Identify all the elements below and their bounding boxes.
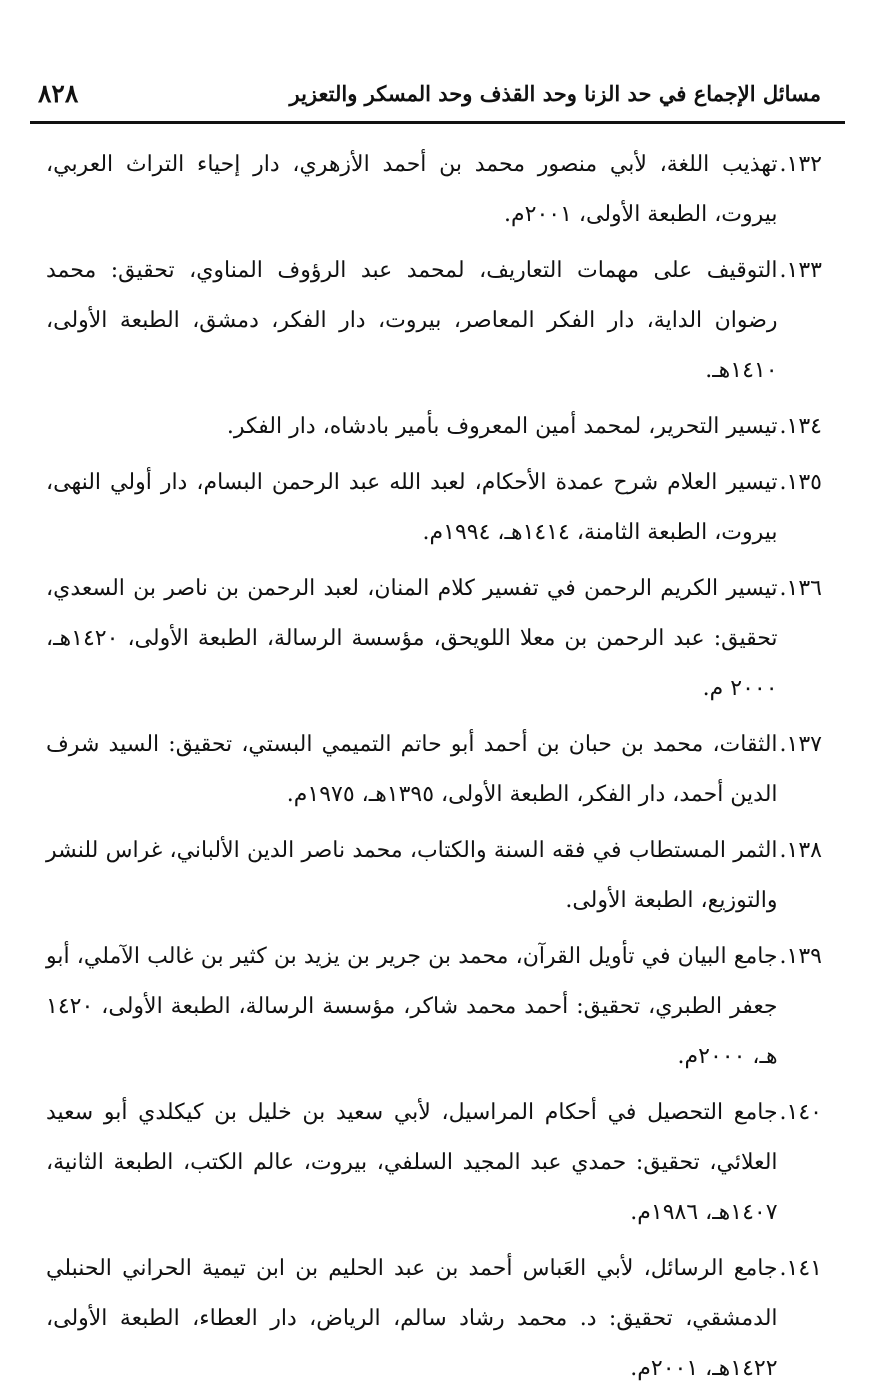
bibliography-entry <box>46 826 822 926</box>
entry-number: ١٣٢. <box>779 152 822 177</box>
entry-number: ١٤١. <box>779 1256 822 1281</box>
entry-number: ١٣٤. <box>779 414 822 439</box>
entry-text: تيسير الكريم الرحمن في تفسير كلام المنان، لعبد الرحمن بن ناصر بن السعدي، تحقيق: عبد الرحمن بن معلا اللويحق، مؤسسة الرسالة، الطبعة الأولى، ١٤٢٠هـ، ٢٠٠٠ م. <box>46 576 778 701</box>
bibliography-entry <box>46 246 822 396</box>
page-number: ٨٢٨ <box>38 79 79 108</box>
bibliography-entry <box>46 458 822 558</box>
entry-number: ١٣٥. <box>779 470 822 495</box>
entry-number: ١٣٩. <box>779 944 822 969</box>
entry-number: ١٣٦. <box>779 576 822 601</box>
bibliography-entry <box>46 932 822 1082</box>
entry-text: الثقات، محمد بن حبان بن أحمد أبو حاتم التميمي البستي، تحقيق: السيد شرف الدين أحمد، دار الفكر، الطبعة الأولى، ١٣٩٥هـ، ١٩٧٥م. <box>46 732 778 807</box>
entry-number: ١٣٧. <box>779 732 822 757</box>
bibliography-entry <box>46 720 822 820</box>
entry-text: جامع الرسائل، لأبي العَباس أحمد بن عبد الحليم بن ابن تيمية الحراني الحنبلي الدمشقي، تحقيق: د. محمد رشاد سالم، الرياض، دار العطاء، الطبعة الأولى، ١٤٢٢هـ، ٢٠٠١م. <box>46 1256 778 1381</box>
entry-number: ١٣٣. <box>779 258 822 283</box>
entry-text: تيسير التحرير، لمحمد أمين المعروف بأمير بادشاه، دار الفكر. <box>226 414 778 439</box>
entry-text: الثمر المستطاب في فقه السنة والكتاب، محمد ناصر الدين الألباني، غراس للنشر والتوزيع، الطبعة الأولى. <box>46 838 778 913</box>
bibliography-entry <box>46 564 822 714</box>
entry-text: تهذيب اللغة، لأبي منصور محمد بن أحمد الأزهري، دار إحياء التراث العربي، بيروت، الطبعة الأولى، ٢٠٠١م. <box>46 152 778 227</box>
running-head <box>38 68 821 114</box>
header-rule <box>30 121 845 124</box>
running-title: مسائل الإجماع في حد الزنا وحد القذف وحد المسكر والتعزير <box>289 81 821 106</box>
entry-text: التوقيف على مهمات التعاريف، لمحمد عبد الرؤوف المناوي، تحقيق: محمد رضوان الداية، دار الفكر المعاصر، بيروت، دار الفكر، دمشق، الطبعة الأولى، ١٤١٠هـ. <box>46 258 778 383</box>
bibliography-list <box>46 140 822 1400</box>
entry-text: جامع البيان في تأويل القرآن، محمد بن جرير بن يزيد بن كثير بن غالب الآملي، أبو جعفر الطبري، تحقيق: أحمد محمد شاكر، مؤسسة الرسالة، الطبعة الأولى، ١٤٢٠ هـ، ٢٠٠٠م. <box>46 944 778 1069</box>
entry-number: ١٤٠. <box>779 1100 822 1125</box>
bibliography-entry <box>46 1088 822 1238</box>
entry-text: تيسير العلام شرح عمدة الأحكام، لعبد الله عبد الرحمن البسام، دار أولي النهى، بيروت، الطبعة الثامنة، ١٤١٤هـ، ١٩٩٤م. <box>46 470 778 545</box>
bibliography-entry <box>46 402 822 452</box>
bibliography-entry <box>46 140 822 240</box>
entry-number: ١٣٨. <box>779 838 822 863</box>
entry-text: جامع التحصيل في أحكام المراسيل، لأبي سعيد بن خليل بن كيكلدي أبو سعيد العلائي، تحقيق: حمدي عبد المجيد السلفي، بيروت، عالم الكتب، الطبعة الثانية، ١٤٠٧هـ، ١٩٨٦م. <box>46 1100 778 1225</box>
bibliography-entry <box>46 1244 822 1394</box>
